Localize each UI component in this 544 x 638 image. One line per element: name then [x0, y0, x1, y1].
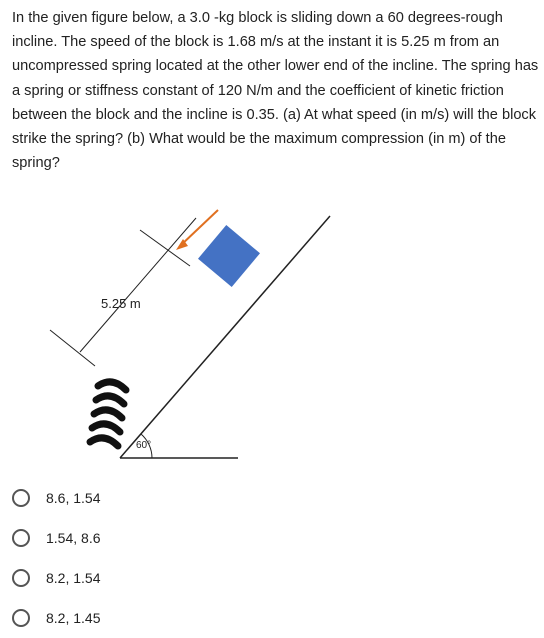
radio-button[interactable] [12, 489, 30, 507]
extension-line-bottom [50, 330, 95, 366]
option-label: 8.6, 1.54 [46, 490, 101, 506]
radio-button[interactable] [12, 569, 30, 587]
radio-button[interactable] [12, 529, 30, 547]
distance-label: 5.25 m [101, 296, 141, 311]
option-4[interactable] [12, 598, 312, 638]
option-label: 8.2, 1.45 [46, 610, 101, 626]
angle-label: 60° [136, 440, 152, 451]
option-label: 8.2, 1.54 [46, 570, 101, 586]
option-1[interactable] [12, 478, 312, 518]
option-label: 1.54, 8.6 [46, 530, 101, 546]
option-3[interactable] [12, 558, 312, 598]
spring [90, 382, 126, 446]
incline-figure [0, 190, 544, 470]
extension-line-top [140, 230, 190, 266]
radio-button[interactable] [12, 609, 30, 627]
option-2[interactable] [12, 518, 312, 558]
question-text: In the given figure below, a 3.0 -kg block is sliding down a 60 degrees-rough incline. The speed of the block is 1.68 m/s at the instant it is 5.25 m from an uncompressed spring located at the other lower end of the incline. The spring has a spring or stiffness constant of 120 N/m and the coefficient of kinetic friction between the block and the incline is 0.35. (a) At what speed (in m/s) will the block strike the spring? (b) What would be the maximum compression (in m) of the spring? [12, 10, 539, 172]
dimension-line [80, 218, 196, 352]
block [198, 225, 260, 287]
velocity-arrow [180, 210, 218, 246]
answer-options [12, 478, 312, 638]
